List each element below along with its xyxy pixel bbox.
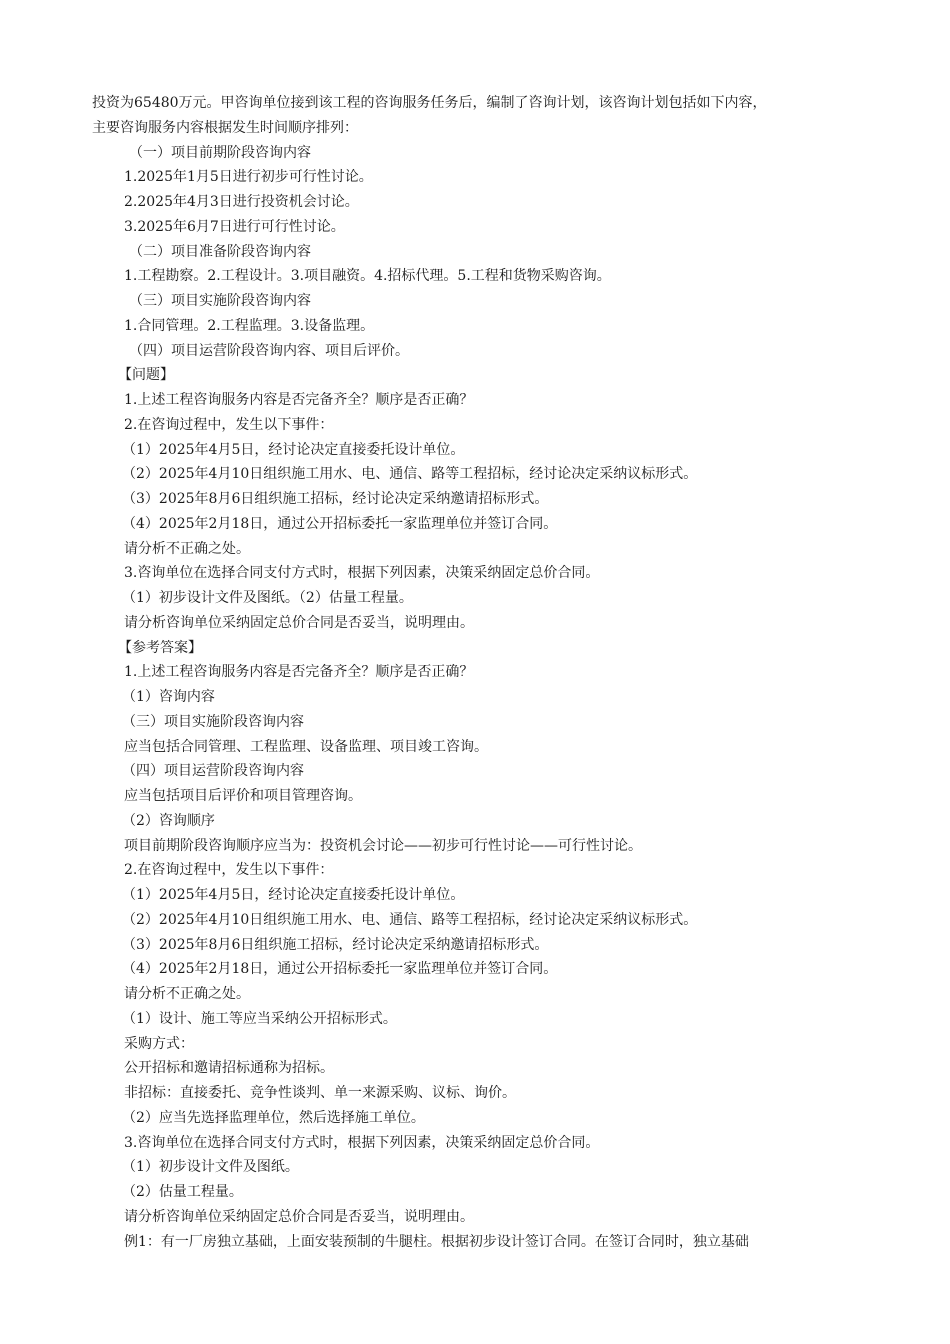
list-item: 3.2025年6月7日进行可行性讨论。 xyxy=(124,218,345,235)
answer-item: （2）应当先选择监理单位，然后选择施工单位。 xyxy=(122,1109,425,1126)
event-item: （1）2025年4月5日，经讨论决定直接委托设计单位。 xyxy=(122,441,465,458)
paragraph-line: 项目前期阶段咨询顺序应当为：投资机会讨论——初步可行性讨论——可行性讨论。 xyxy=(124,837,642,854)
paragraph-line: 请分析咨询单位采纳固定总价合同是否妥当，说明理由。 xyxy=(124,614,474,631)
section-heading: （四）项目运营阶段咨询内容、项目后评价。 xyxy=(129,342,409,359)
paragraph-line: 公开招标和邀请招标通称为招标。 xyxy=(124,1060,334,1077)
section-heading: （一）项目前期阶段咨询内容 xyxy=(129,144,311,161)
answer-item: （2）估量工程量。 xyxy=(122,1184,243,1200)
answer-item: （三）项目实施阶段咨询内容 xyxy=(122,713,304,730)
paragraph-line: 投资为65480万元。甲咨询单位接到该工程的咨询服务任务后，编制了咨询计划，该咨询计划包括如下内容， xyxy=(92,95,767,111)
answer-item: （1）初步设计文件及图纸。 xyxy=(122,1159,299,1176)
answer-item: （1）设计、施工等应当采纳公开招标形式。 xyxy=(122,1010,397,1027)
event-item: （1）2025年4月5日，经讨论决定直接委托设计单位。 xyxy=(122,887,465,903)
list-item: 1.2025年1月5日进行初步可行性讨论。 xyxy=(124,169,373,186)
list-item: 1.合同管理。2.工程监理。3.设备监理。 xyxy=(124,317,375,334)
paragraph-line: 请分析不正确之处。 xyxy=(124,540,250,557)
document-body xyxy=(0,91,950,1254)
question-item: 2.在咨询过程中，发生以下事件： xyxy=(124,416,334,433)
list-item: 1.工程勘察。2.工程设计。3.项目融资。4.招标代理。5.工程和货物采购咨询。 xyxy=(124,268,611,285)
answer-heading: 【参考答案】 xyxy=(118,639,202,656)
event-item: （1）初步设计文件及图纸。（2）估量工程量。 xyxy=(122,590,413,606)
section-heading: （三）项目实施阶段咨询内容 xyxy=(129,293,311,309)
paragraph-line: 应当包括项目后评价和项目管理咨询。 xyxy=(124,788,362,804)
paragraph-line: 请分析不正确之处。 xyxy=(124,986,250,1002)
paragraph-line: 主要咨询服务内容根据发生时间顺序排列： xyxy=(92,119,358,136)
section-heading: （二）项目准备阶段咨询内容 xyxy=(129,243,311,260)
paragraph-line: 采购方式： xyxy=(124,1035,194,1052)
paragraph-line: 应当包括合同管理、工程监理、设备监理、项目竣工咨询。 xyxy=(124,738,488,755)
example-line: 例1：有一厂房独立基础，上面安装预制的牛腿柱。根据初步设计签订合同。在签订合同时，独立基础 xyxy=(124,1233,749,1250)
answer-item: （四）项目运营阶段咨询内容 xyxy=(122,763,304,780)
answer-item: （2）咨询顺序 xyxy=(122,812,215,829)
answer-item: 3.咨询单位在选择合同支付方式时，根据下列因素，决策采纳固定总价合同。 xyxy=(124,1134,600,1151)
paragraph-line: 请分析咨询单位采纳固定总价合同是否妥当，说明理由。 xyxy=(124,1208,474,1225)
answer-item: 1.上述工程咨询服务内容是否完备齐全？顺序是否正确？ xyxy=(124,664,474,681)
event-item: （3）2025年8月6日组织施工招标，经讨论决定采纳邀请招标形式。 xyxy=(122,491,549,507)
answer-item: （1）咨询内容 xyxy=(122,689,215,705)
event-item: （4）2025年2月18日，通过公开招标委托一家监理单位并签订合同。 xyxy=(122,515,558,532)
event-item: （4）2025年2月18日，通过公开招标委托一家监理单位并签订合同。 xyxy=(122,961,558,978)
list-item: 2.2025年4月3日进行投资机会讨论。 xyxy=(124,194,359,210)
paragraph-line: 非招标：直接委托、竞争性谈判、单一来源采购、议标、询价。 xyxy=(124,1085,516,1101)
event-item: （2）2025年4月10日组织施工用水、电、通信、路等工程招标，经讨论决定采纳议标形式。 xyxy=(122,466,698,483)
answer-item: 2.在咨询过程中，发生以下事件： xyxy=(124,862,334,879)
question-item: 3.咨询单位在选择合同支付方式时，根据下列因素，决策采纳固定总价合同。 xyxy=(124,565,600,582)
question-item: 1.上述工程咨询服务内容是否完备齐全？顺序是否正确？ xyxy=(124,392,474,408)
event-item: （2）2025年4月10日组织施工用水、电、通信、路等工程招标，经讨论决定采纳议标形式。 xyxy=(122,911,698,928)
event-item: （3）2025年8月6日组织施工招标，经讨论决定采纳邀请招标形式。 xyxy=(122,936,549,953)
question-heading: 【问题】 xyxy=(118,367,174,384)
